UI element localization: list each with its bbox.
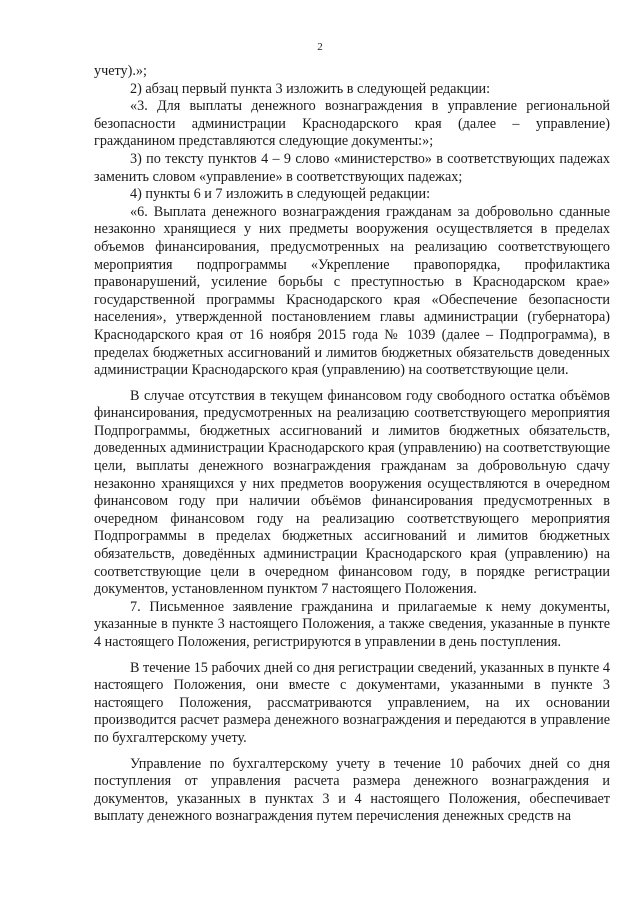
paragraph-review-period: В течение 15 рабочих дней со дня регистрации сведений, указанных в пункте 4 настоящего Положения, они вместе с документами, указанными в пункте 3 настоящего Положения, рассматриваются управлением, на их основании производится расчет размера денежного вознаграждения и передаются в управление по бухгалтерскому учету. [94, 659, 610, 746]
paragraph-continuation: учету).»; [94, 63, 147, 79]
paragraph-point-7: 7. Письменное заявление гражданина и прилагаемые к нему документы, указанные в пункте 3 настоящего Положения, а также сведения, указанные в пункте 4 настоящего Положения, регистрируются в управлении в день поступления. [94, 598, 610, 650]
paragraph-item-2: 2) абзац первый пункта 3 изложить в следующей редакции: [130, 80, 491, 97]
paragraph-quoted-point-6: «6. Выплата денежного вознаграждения гражданам за добровольно сданные незаконно хранящиеся у них предметы вооружения осуществляется в пределах объемов финансирования, предусмотренных на реализацию соответствующего мероприятия подпрограммы «Укрепление правопорядка, профилактика правонарушений, усиление борьбы с преступностью в Краснодарском крае» государственной программы Краснодарского края «Обеспечение безопасности населения», утвержденной постановлением главы администрации (губернатора) Краснодарского края от 16 ноября 2015 года № 1039 (далее – Подпрограмма), в пределах бюджетных ассигнований и лимитов бюджетных обязательств доведенных администрации Краснодарского края (управлению) на соответствующие цели. [94, 203, 610, 379]
paragraph-no-funds-case: В случае отсутствия в текущем финансовом году свободного остатка объёмов финансирования, предусмотренных на реализацию соответствующего мероприятия Подпрограммы, бюджетных ассигнований и лимитов бюджетных обязательств, доведенных администрации Краснодарского края (управлению) на соответствующие цели, выплаты денежного вознаграждения гражданам за добровольную сдачу незаконно хранящихся у них предметов вооружения осуществляются в очередном финансовом году при наличии объёмов финансирования предусмотренных в очередном финансовом году на реализацию соответствующего мероприятия Подпрограммы в пределах бюджетных ассигнований и лимитов бюджетных обязательств, доведённых администрации Краснодарского края (управлению) на соответствующие цели в очередном финансовом году, в порядке регистрации документов, установленном пунктом 7 настоящего Положения. [94, 387, 610, 598]
page-number: 2 [317, 41, 323, 53]
document-body [94, 63, 610, 826]
paragraph-accounting-payment: Управление по бухгалтерскому учету в течение 10 рабочих дней со дня поступления от управления расчета размера денежного вознаграждения и документов, указанных в пунктах 3 и 4 настоящего Положения, обеспечивает выплату денежного вознаграждения путем перечисления денежных средств на [94, 755, 610, 825]
paragraph-item-3: 3) по тексту пунктов 4 – 9 слово «министерство» в соответствующих падежах заменить словом «управление» в соответствующих падежах; [94, 150, 610, 185]
paragraph-quoted-point-3: «3. Для выплаты денежного вознаграждения в управление региональной безопасности администрации Краснодарского края (далее – управление) гражданином представляются следующие документы:»; [94, 98, 610, 150]
paragraph-item-4: 4) пункты 6 и 7 изложить в следующей редакции: [130, 186, 431, 203]
